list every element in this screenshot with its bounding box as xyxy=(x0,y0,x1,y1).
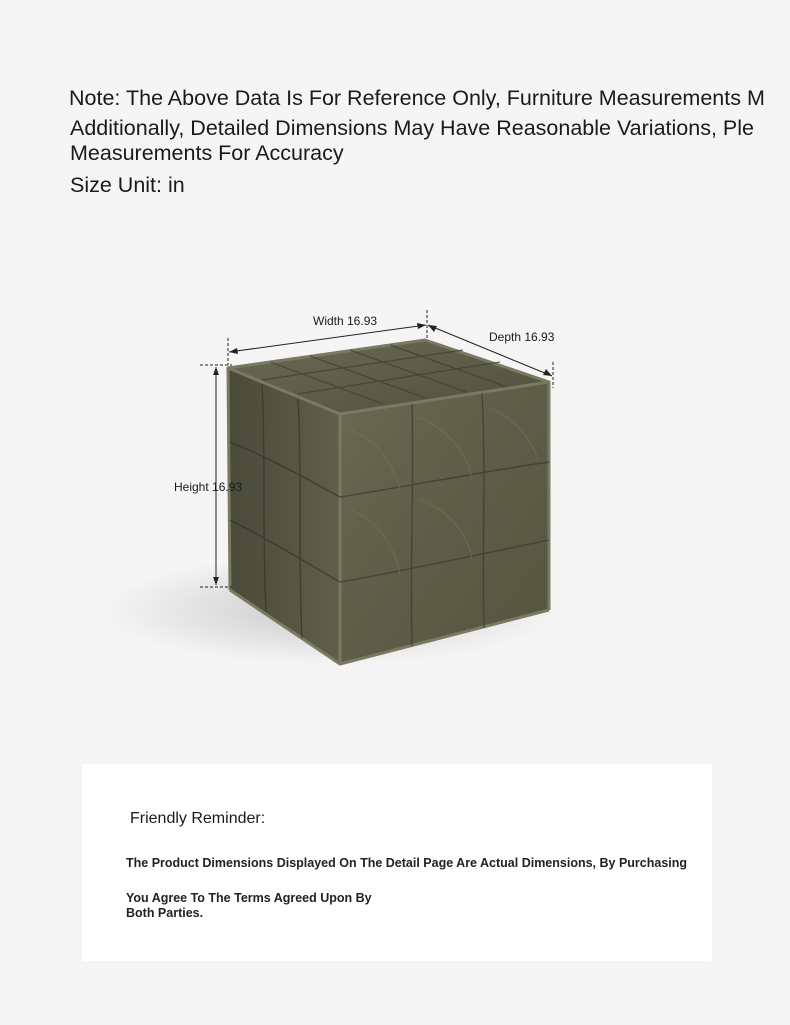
friendly-reminder-title: Friendly Reminder: xyxy=(130,810,266,827)
size-note-line-3: Measurements For Accuracy xyxy=(70,141,344,165)
friendly-reminder-card xyxy=(82,764,712,961)
size-note-line-2: Additionally, Detailed Dimensions May Have Reasonable Variations, Ple xyxy=(70,116,754,140)
depth-dimension-label: Depth 16.93 xyxy=(489,330,555,344)
friendly-reminder-text-line-1: The Product Dimensions Displayed On The Detail Page Are Actual Dimensions, By Purchasing xyxy=(126,856,688,870)
height-dimension-label: Height 16.93 xyxy=(174,480,243,494)
friendly-reminder-text-line-2: You Agree To The Terms Agreed Upon By Both Parties. xyxy=(126,891,372,920)
width-dimension-label: Width 16.93 xyxy=(313,314,378,328)
cube-ottoman-image xyxy=(228,340,549,664)
size-unit-label: Size Unit: in xyxy=(70,173,185,197)
size-note-line-1: Note: The Above Data Is For Reference Only, Furniture Measurements M xyxy=(69,86,765,110)
